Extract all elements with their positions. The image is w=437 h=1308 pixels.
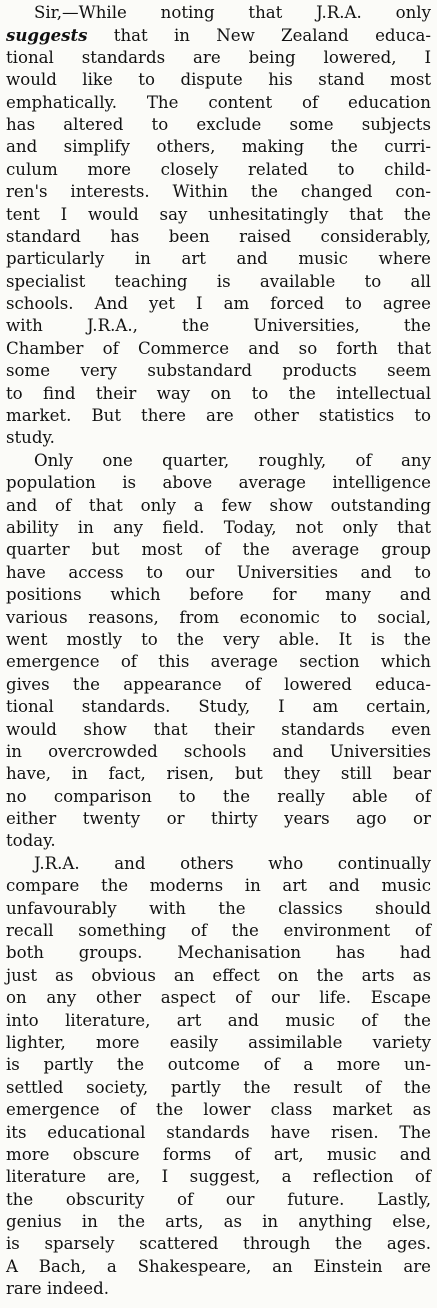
text-line: to find their way on to the intellectual bbox=[6, 383, 431, 403]
text-line: in overcrowded schools and Universities bbox=[6, 741, 431, 761]
text-line: its educational standards have risen. The bbox=[6, 1122, 431, 1142]
text-line: with J.R.A., the Universities, the bbox=[6, 316, 431, 336]
text-line: is sparsely scattered through the ages. bbox=[6, 1234, 431, 1254]
text-line: and of that only a few show outstanding bbox=[6, 495, 431, 515]
text-line: gives the appearance of lowered educa- bbox=[6, 674, 431, 694]
text-line: standard has been raised considerably, bbox=[6, 226, 431, 246]
text-line-with-emphasis bbox=[6, 24, 431, 46]
text-line: has altered to exclude some subjects bbox=[6, 114, 431, 134]
text-line: would like to dispute his stand most bbox=[6, 70, 431, 90]
text-line: compare the moderns in art and music bbox=[6, 876, 431, 896]
text-line: positions which before for many and bbox=[6, 585, 431, 605]
text-line: have access to our Universities and to bbox=[6, 562, 431, 582]
text-line: Chamber of Commerce and so forth that bbox=[6, 338, 431, 358]
text-line: recall something of the environment of bbox=[6, 921, 431, 941]
text-line: both groups. Mechanisation has had bbox=[6, 943, 431, 963]
text-line: just as obvious an effect on the arts as bbox=[6, 965, 431, 985]
text-line: various reasons, from economic to social, bbox=[6, 607, 431, 627]
text-line: Sir,—While noting that J.R.A. only bbox=[34, 3, 431, 22]
text-line: some very substandard products seem bbox=[6, 361, 431, 381]
text-line: A Bach, a Shakespeare, an Einstein are bbox=[6, 1256, 431, 1276]
emphasized-word: suggests bbox=[6, 25, 88, 46]
paragraph-1 bbox=[6, 2, 431, 450]
text-line: Only one quarter, roughly, of any bbox=[34, 450, 431, 470]
text-line: specialist teaching is available to all bbox=[6, 271, 431, 291]
text-line: ren's interests. Within the changed con- bbox=[6, 182, 431, 202]
text-line: genius in the arts, as in anything else, bbox=[6, 1212, 431, 1232]
text-line: study. bbox=[6, 428, 55, 448]
text-line: no comparison to the really able of bbox=[6, 786, 431, 806]
text-line: emergence of this average section which bbox=[6, 652, 431, 672]
text-line: tent I would say unhesitatingly that the bbox=[6, 204, 431, 224]
text-line: the obscurity of our future. Lastly, bbox=[6, 1189, 431, 1209]
text-line: into literature, art and music of the bbox=[6, 1010, 431, 1030]
text-line: culum more closely related to child- bbox=[6, 159, 431, 179]
text-line: have, in fact, risen, but they still bear bbox=[6, 764, 431, 784]
text-line: and simplify others, making the curri- bbox=[6, 137, 431, 157]
text-line: particularly in art and music where bbox=[6, 249, 431, 269]
text-line: on any other aspect of our life. Escape bbox=[6, 988, 431, 1008]
text-line: J.R.A. and others who continually bbox=[34, 853, 431, 873]
text-line: lighter, more easily assimilable variety bbox=[6, 1032, 431, 1052]
text-line: settled society, partly the result of the bbox=[6, 1077, 431, 1097]
paragraph-2 bbox=[6, 450, 431, 853]
text-line: rare indeed. bbox=[6, 1279, 110, 1299]
text-line: schools. And yet I am forced to agree bbox=[6, 294, 431, 314]
text-line: market. But there are other statistics to bbox=[6, 406, 431, 426]
text-line: tional standards. Study, I am certain, bbox=[6, 697, 431, 717]
text-line: emphatically. The content of education bbox=[6, 92, 431, 112]
text-line: more obscure forms of art, music and bbox=[6, 1144, 431, 1164]
paragraph-3 bbox=[6, 853, 431, 1301]
text-line: unfavourably with the classics should bbox=[6, 898, 431, 918]
text-line: is partly the outcome of a more un- bbox=[6, 1055, 431, 1075]
text-line: went mostly to the very able. It is the bbox=[6, 629, 431, 649]
text-line: today. bbox=[6, 831, 56, 851]
text-line: ability in any field. Today, not only that bbox=[6, 517, 431, 537]
text-line: population is above average intelligence bbox=[6, 473, 431, 493]
text-line: either twenty or thirty years ago or bbox=[6, 809, 431, 829]
text-line: tional standards are being lowered, I bbox=[6, 47, 431, 67]
text-line: quarter but most of the average group bbox=[6, 540, 431, 560]
text-line: literature are, I suggest, a reflection of bbox=[6, 1167, 431, 1187]
text-line: emergence of the lower class market as bbox=[6, 1100, 431, 1120]
line-remainder: that in New Zealand educa- bbox=[87, 26, 431, 46]
text-line: would show that their standards even bbox=[6, 719, 431, 739]
